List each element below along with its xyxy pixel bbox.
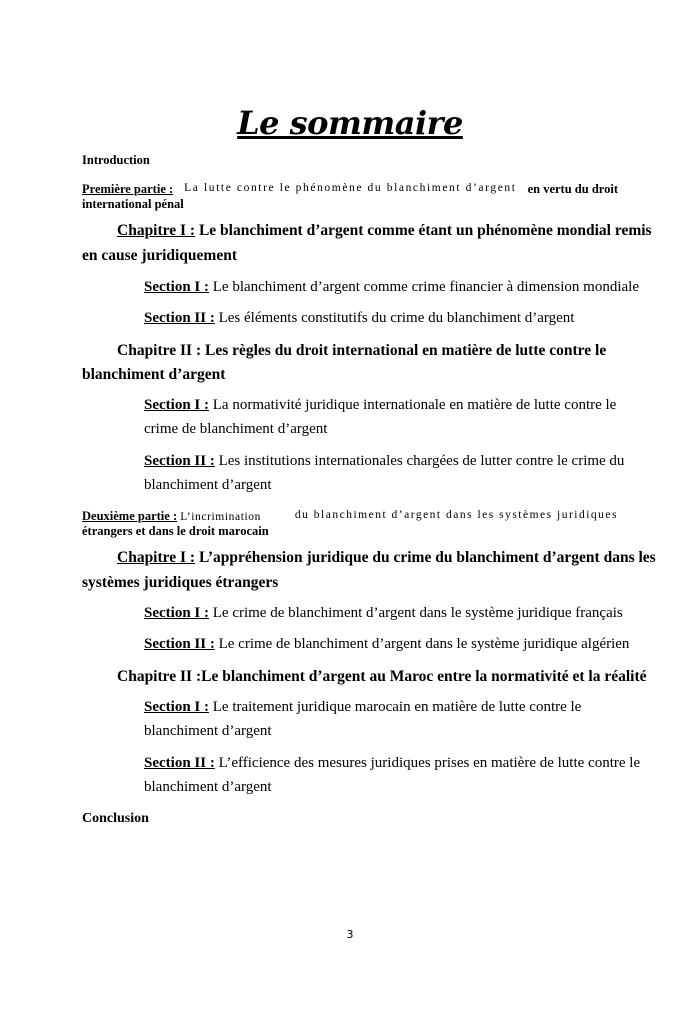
p2-ch1-section-2-text: Le crime de blanchiment d’argent dans le système juridique algérien — [218, 636, 630, 652]
part-1-text-tail: en vertu du droit — [527, 182, 618, 196]
p1-ch2-section-2 — [144, 453, 624, 470]
part-2-heading — [82, 509, 618, 524]
page-title: Le sommaire — [237, 104, 463, 142]
p1-ch2-section-2-label: Section II : — [144, 453, 215, 469]
p1-chapter-1 — [117, 222, 652, 240]
p1-ch1-section-1-label: Section I : — [144, 279, 209, 295]
p2-chapter-1-title: L’appréhension juridique du crime du blanchiment d’argent dans les — [198, 549, 656, 566]
p1-ch2-section-2-line2: blanchiment d’argent — [144, 477, 272, 493]
p1-ch1-section-2-label: Section II : — [144, 310, 215, 326]
part-2-text-b: du blanchiment d’argent dans les systèmes juridiques — [294, 509, 618, 521]
p2-chapter-2: Chapitre II :Le blanchiment d’argent au Maroc entre la normativité et la réalité — [117, 668, 647, 685]
p1-chapter-2 — [117, 342, 606, 360]
p1-ch2-section-1-line2: crime de blanchiment d’argent — [144, 421, 328, 437]
part-2-text-line2: étrangers et dans le droit marocain — [82, 524, 269, 538]
p2-chapter-1-title-line2: systèmes juridiques étrangers — [82, 574, 279, 591]
part-2-text-a: L’incrimination — [180, 511, 261, 523]
p2-ch2-section-2 — [144, 755, 640, 772]
p1-ch1-section-2 — [144, 310, 574, 327]
p2-ch2-section-1 — [144, 699, 581, 716]
p1-ch2-section-2-text: Les institutions internationales chargées de lutter contre le crime du — [218, 453, 625, 469]
p2-ch2-section-1-line2: blanchiment d’argent — [144, 723, 272, 739]
conclusion-heading: Conclusion — [82, 811, 149, 826]
p1-ch2-section-1-label: Section I : — [144, 397, 209, 413]
introduction-heading: Introduction — [82, 153, 150, 167]
page-number: 3 — [346, 928, 354, 941]
p2-ch2-section-2-label: Section II : — [144, 755, 215, 771]
p2-ch1-section-1 — [144, 605, 623, 622]
p2-ch2-section-2-line2: blanchiment d’argent — [144, 779, 272, 795]
p1-chapter-2-label: Chapitre II : — [117, 342, 202, 359]
p1-chapter-2-title-line2: blanchiment d’argent — [82, 366, 226, 383]
p1-ch2-section-1-text: La normativité juridique internationale en matière de lutte contre le — [212, 397, 617, 413]
p1-chapter-1-title-line2: en cause juridiquement — [82, 247, 237, 264]
p2-ch2-section-1-text: Le traitement juridique marocain en matière de lutte contre le — [212, 699, 582, 715]
p1-chapter-2-title: Les règles du droit international en matière de lutte contre le — [204, 342, 607, 359]
p2-ch1-section-1-text: Le crime de blanchiment d’argent dans le système juridique français — [212, 605, 623, 621]
p2-ch2-section-1-label: Section I : — [144, 699, 209, 715]
p1-chapter-1-title: Le blanchiment d’argent comme étant un phénomène mondial remis — [198, 222, 652, 239]
p2-ch1-section-2 — [144, 636, 629, 653]
p1-ch1-section-1-text: Le blanchiment d’argent comme crime financier à dimension mondiale — [212, 279, 639, 295]
part-1-heading — [82, 182, 618, 197]
p1-ch1-section-2-text: Les éléments constitutifs du crime du blanchiment d’argent — [218, 310, 575, 326]
part-2-label: Deuxième partie : — [82, 509, 178, 523]
p2-ch1-section-1-label: Section I : — [144, 605, 209, 621]
p2-ch2-section-2-text: L’efficience des mesures juridiques prises en matière de lutte contre le — [218, 755, 641, 771]
part-1-text: La lutte contre le phénomène du blanchiment d’argent — [184, 182, 517, 194]
p2-chapter-1 — [117, 549, 656, 567]
part-1-text-line2: international pénal — [82, 197, 184, 211]
p1-ch1-section-1 — [144, 279, 639, 296]
p2-ch1-section-2-label: Section II : — [144, 636, 215, 652]
p1-chapter-1-label: Chapitre I : — [117, 222, 196, 239]
p2-chapter-1-label: Chapitre I : — [117, 549, 196, 566]
p1-ch2-section-1 — [144, 397, 616, 414]
part-1-label: Première partie : — [82, 182, 174, 196]
